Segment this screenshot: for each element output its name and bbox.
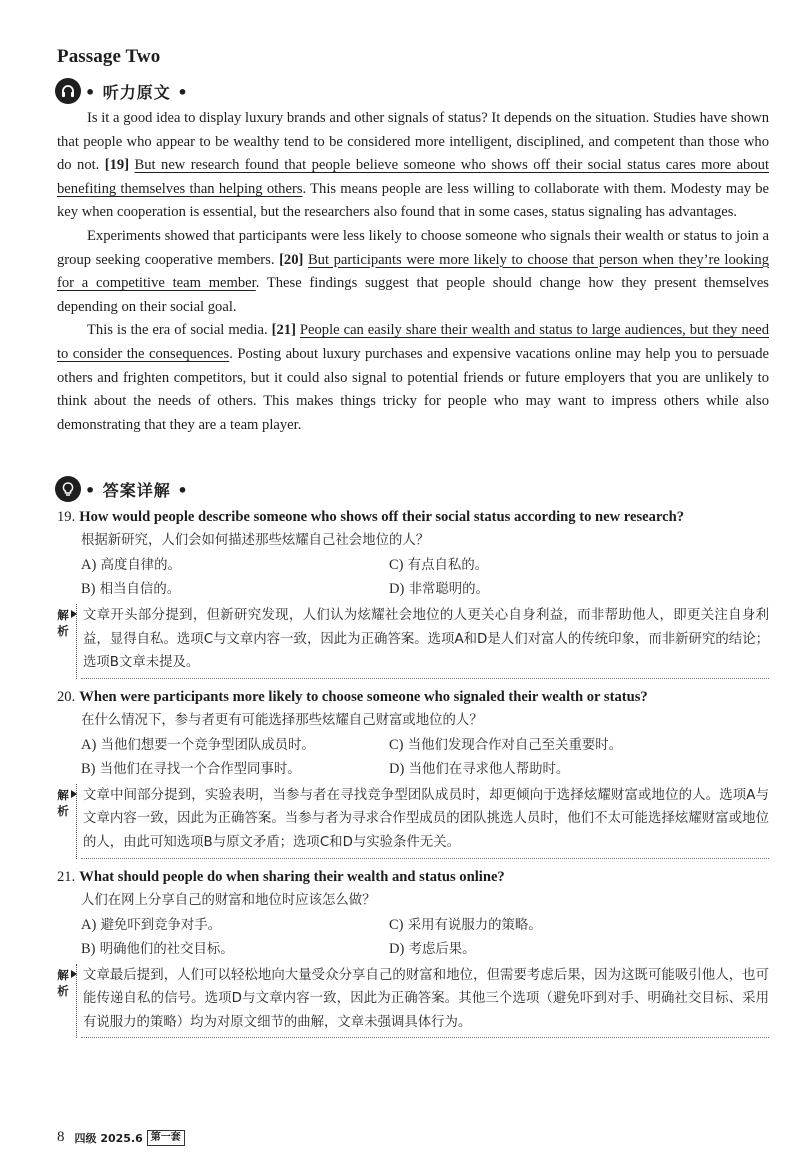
transcript-text-run: . This means people are less willing to collaborate with them. Modesty may be key when cooperation is essential, but the researchers also found that in some cases, status signaling has advantages. — [57, 180, 769, 221]
option-text: 当他们在寻求他人帮助时。 — [408, 761, 570, 777]
option-letter: C) — [389, 916, 404, 933]
option-text: 当他们发现合作对自己至关重要时。 — [407, 737, 623, 753]
transcript-paragraph-1 — [57, 107, 769, 225]
exam-level: 四级 2025.6 — [74, 1131, 143, 1145]
analysis-block — [57, 784, 769, 859]
analysis-text: 文章中间部分提到，实验表明，当参与者在寻找竞争型团队成员时，却更倾向于选择炫耀财富或地位的人。选项A与文章内容一致，因此为正确答案。当参与者为寻求合作型成员的团队挑选人员时，他们不太可能选择炫耀财富或地位的人，由此可知选项B与原文矛盾；选项C和D与实验条件无关。 — [81, 784, 769, 859]
options — [57, 913, 769, 961]
question-marker-20: [20] — [279, 251, 304, 268]
option-letter: B) — [81, 581, 96, 597]
option-b — [81, 757, 389, 781]
question-number: 19. — [57, 509, 76, 525]
lightbulb-icon — [55, 476, 81, 502]
analysis-tag: 解析 — [57, 787, 69, 818]
option-d — [389, 937, 729, 961]
passage-title: Passage Two — [57, 46, 161, 67]
option-text: 相当自信的。 — [99, 582, 181, 597]
question-text: When were participants more likely to choose someone who signaled their wealth or status? — [79, 688, 648, 705]
analysis-rule — [76, 964, 77, 1039]
option-letter: C) — [389, 557, 404, 573]
question-translation: 根据新研究，人们会如何描述那些炫耀自己社会地位的人？ — [81, 533, 430, 548]
option-c — [389, 733, 729, 757]
option-letter: B) — [81, 940, 96, 957]
analysis-block — [57, 604, 769, 679]
option-text: 当他们想要一个竞争型团队成员时。 — [100, 737, 315, 753]
question-21 — [57, 865, 769, 1039]
underlined-answer-21: People can easily share their wealth and status to large audiences, but they need to consider the consequences — [57, 322, 769, 362]
transcript-header — [55, 78, 189, 104]
question-20 — [57, 685, 769, 859]
underlined-answer-20: But participants were more likely to choose that person when they’re looking for a competitive team member — [57, 251, 769, 292]
analysis-tag: 解析 — [57, 967, 69, 998]
answer-explanations — [57, 505, 769, 1044]
transcript-text — [57, 107, 769, 437]
analysis-rule — [76, 604, 77, 679]
option-text: 有点自私的。 — [407, 558, 489, 573]
options — [57, 553, 769, 601]
set-badge: 第一套 — [147, 1130, 185, 1146]
transcript-text-run: Is it a good idea to display luxury brands and other signals of status? It depends on the situation. Studies have shown that people who appear to be wealthy tend to be considered more intelligent, disciplined, and competent than those who do not. — [57, 110, 769, 174]
option-letter: B) — [81, 760, 96, 777]
transcript-paragraph-3 — [57, 319, 769, 437]
option-c — [389, 913, 729, 937]
option-letter: D) — [389, 940, 405, 957]
option-a — [81, 733, 389, 757]
transcript-paragraph-2 — [57, 225, 769, 319]
question-19 — [57, 505, 769, 679]
page-number: 8 — [57, 1129, 65, 1145]
option-d — [389, 577, 729, 601]
option-letter: A) — [81, 916, 97, 933]
option-a — [81, 913, 389, 937]
question-text: What should people do when sharing their wealth and status online? — [79, 868, 505, 885]
question-text: How would people describe someone who shows off their social status according to new research? — [79, 509, 685, 525]
question-translation: 人们在网上分享自己的财富和地位时应该怎么做？ — [81, 892, 376, 908]
analysis-rule — [76, 784, 77, 859]
answers-header-label: • 答案详解 • — [85, 480, 189, 500]
page-footer — [57, 1129, 185, 1146]
question-marker-21: [21] — [271, 322, 296, 339]
analysis-block — [57, 964, 769, 1039]
question-number: 21. — [57, 868, 76, 885]
question-title — [57, 865, 769, 889]
analysis-text: 文章最后提到，人们可以轻松地向大量受众分享自己的财富和地位，但需要考虑后果，因为这既可能吸引他人，也可能传递自私的信号。选项D与文章内容一致，因此为正确答案。其他三个选项（避免吓到对手、明确社交目标、采用有说服力的策略）均为对原文细节的曲解，文章未强调具体行为。 — [81, 964, 769, 1039]
option-letter: A) — [81, 557, 97, 573]
option-letter: A) — [81, 736, 97, 753]
question-marker-19: [19] — [104, 157, 130, 174]
headphones-icon — [55, 78, 81, 104]
option-letter: D) — [389, 760, 405, 777]
option-text: 避免吓到竞争对手。 — [100, 917, 222, 933]
option-b — [81, 937, 389, 961]
option-a — [81, 553, 389, 577]
transcript-text-run: . These findings suggest that people should change how they present themselves depending on their social goal. — [57, 275, 769, 315]
option-letter: C) — [389, 736, 404, 753]
option-text: 采用有说服力的策略。 — [407, 917, 542, 933]
option-d — [389, 757, 729, 781]
option-text: 当他们在寻找一个合作型同事时。 — [99, 761, 301, 777]
underlined-answer-19: But new research found that people believe someone who shows off their social status cares more about benefiting themselves than helping others — [57, 157, 769, 197]
transcript-text-run: . Posting about luxury purchases and expensive vacations online may help you to persuade others and frighten competitors, but it could also signal to potential friends or future employers that you are unlikely to think about the needs of others. This makes things tricky for people who may want to impress others while also demonstrating that they are a team player. — [57, 345, 770, 433]
option-b — [81, 577, 389, 601]
option-text: 高度自律的。 — [100, 558, 181, 573]
transcript-text-run: This is the era of social media. — [87, 322, 272, 339]
analysis-tag: 解析 — [57, 608, 69, 638]
question-title — [57, 505, 769, 529]
answers-header — [55, 476, 189, 502]
analysis-text: 文章开头部分提到，但新研究发现，人们认为炫耀社会地位的人更关心自身利益，而非帮助他人，即更关注自身利益，显得自私。选项C与文章内容一致，因此为正确答案。选项A和D是人们对富人的传统印象，而非新研究的结论；选项B文章未提及。 — [81, 604, 769, 679]
option-text: 明确他们的社交目标。 — [99, 941, 234, 957]
option-text: 非常聪明的。 — [408, 582, 489, 597]
transcript-header-label: • 听力原文 • — [85, 82, 189, 102]
option-letter: D) — [389, 581, 405, 597]
question-title — [57, 685, 769, 709]
option-c — [389, 553, 729, 577]
transcript-text-run: Experiments showed that participants were less likely to choose someone who signals their wealth or status to join a group seeking cooperative members. — [57, 227, 769, 268]
options — [57, 733, 769, 781]
question-number: 20. — [57, 688, 76, 705]
option-text: 考虑后果。 — [408, 941, 476, 957]
question-translation: 在什么情况下，参与者更有可能选择那些炫耀自己财富或地位的人？ — [81, 712, 483, 728]
